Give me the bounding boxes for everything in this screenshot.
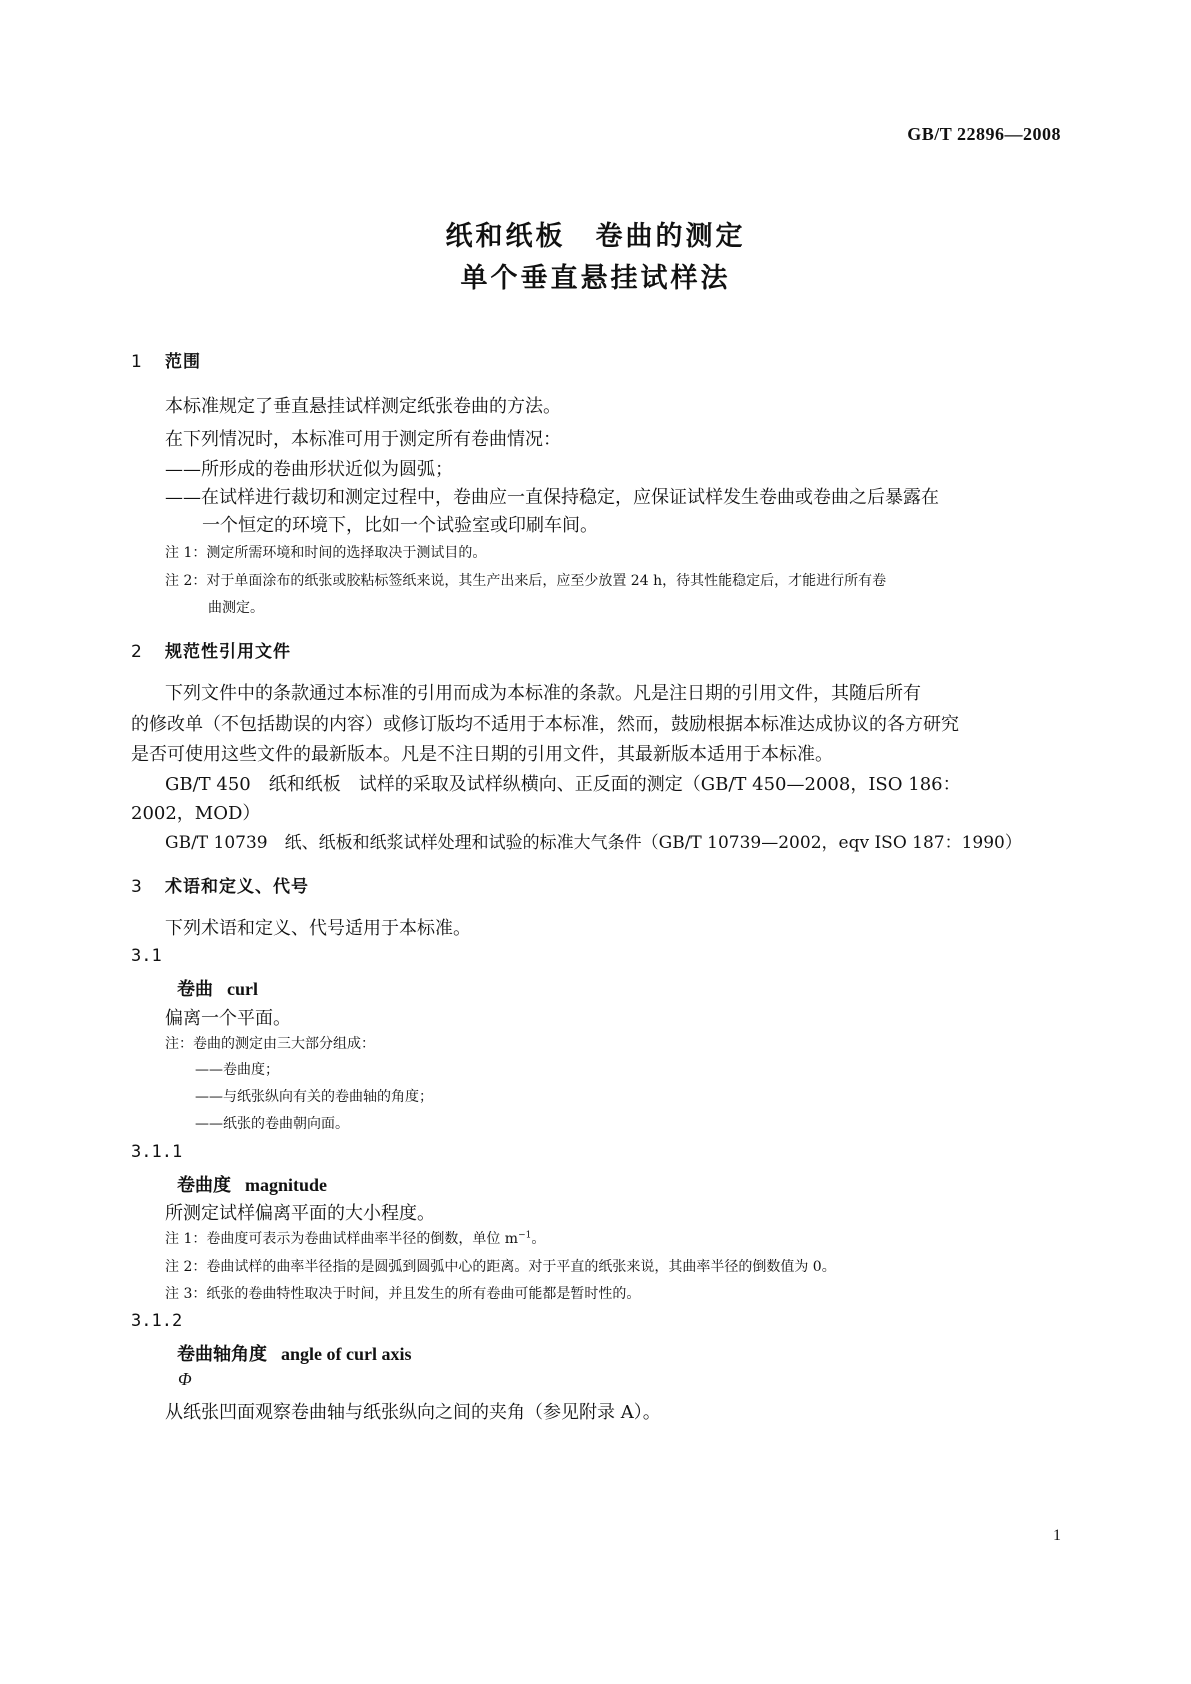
term-entry <box>177 975 258 1001</box>
title-line-1: 纸和纸板 卷曲的测定 <box>445 221 746 252</box>
section-number: 3 <box>131 877 143 897</box>
list-item: ——所形成的卷曲形状近似为圆弧； <box>165 459 453 480</box>
clause-number: 3.1 <box>131 946 162 966</box>
superscript-exponent: −1 <box>518 1230 532 1241</box>
paragraph: 在下列情况时，本标准可用于测定所有卷曲情况： <box>165 429 561 450</box>
paragraph: 下列文件中的条款通过本标准的引用而成为本标准的条款。凡是注日期的引用文件，其随后所有 <box>165 683 921 704</box>
standard-number: GB/T 22896—2008 <box>907 124 1061 144</box>
term-symbol: Φ <box>178 1369 192 1389</box>
note: 注 2：卷曲试样的曲率半径指的是圆弧到圆弧中心的距离。对于平直的纸张来说，其曲率半径的倒数值为 0。 <box>165 1259 836 1275</box>
list-item: ——在试样进行裁切和测定过程中，卷曲应一直保持稳定，应保证试样发生卷曲或卷曲之后暴露在 <box>165 487 939 508</box>
note-end: 。 <box>531 1231 546 1247</box>
clause-number: 3.1.2 <box>131 1311 183 1331</box>
section-title: 术语和定义、代号 <box>165 877 309 897</box>
list-item-continuation: 一个恒定的环境下，比如一个试验室或印刷车间。 <box>202 515 598 536</box>
term-english: curl <box>227 979 258 999</box>
section-number: 1 <box>131 352 143 372</box>
note-list-item: ——卷曲度； <box>195 1062 279 1078</box>
note-continuation: 曲测定。 <box>208 600 264 616</box>
term-english: angle of curl axis <box>281 1344 412 1364</box>
note: 注 1：测定所需环境和时间的选择取决于测试目的。 <box>165 545 487 561</box>
normative-reference: GB/T 450 纸和纸板 试样的采取及试样纵横向、正反面的测定（GB/T 450—2008，ISO 186： <box>165 774 961 795</box>
term-chinese: 卷曲 <box>177 979 213 1000</box>
clause-number: 3.1.1 <box>131 1142 183 1162</box>
note: 注 3：纸张的卷曲特性取决于时间，并且发生的所有卷曲可能都是暂时性的。 <box>165 1286 641 1302</box>
title-line-2: 单个垂直悬挂试样法 <box>460 263 731 294</box>
normative-reference: GB/T 10739 纸、纸板和纸浆试样处理和试验的标准大气条件（GB/T 10739—2002，eqv ISO 187：1990） <box>165 833 1022 853</box>
note: 注：卷曲的测定由三大部分组成： <box>165 1036 375 1052</box>
section-1-heading <box>131 347 201 372</box>
paragraph-continuation: 是否可使用这些文件的最新版本。凡是不注日期的引用文件，其最新版本适用于本标准。 <box>131 744 833 765</box>
page-number: 1 <box>1053 1527 1061 1544</box>
section-2-heading <box>131 637 291 662</box>
term-entry <box>177 1171 327 1197</box>
section-title: 范围 <box>165 352 201 372</box>
term-english: magnitude <box>245 1175 328 1195</box>
section-3-heading <box>131 872 309 897</box>
note-list-item: ——与纸张纵向有关的卷曲轴的角度； <box>195 1089 433 1105</box>
normative-reference-continuation: 2002，MOD） <box>131 803 261 824</box>
paragraph-continuation: 的修改单（不包括勘误的内容）或修订版均不适用于本标准，然而，鼓励根据本标准达成协议的各方研究 <box>131 714 959 735</box>
note-list-item: ——纸张的卷曲朝向面。 <box>195 1116 349 1132</box>
section-number: 2 <box>131 642 143 662</box>
note: 注 2：对于单面涂布的纸张或胶粘标签纸来说，其生产出来后，应至少放置 24 h，待其性能稳定后，才能进行所有卷 <box>165 573 887 589</box>
term-chinese: 卷曲轴角度 <box>177 1344 267 1365</box>
term-entry <box>177 1340 412 1366</box>
note-text: 注 1：卷曲度可表示为卷曲试样曲率半径的倒数，单位 m <box>165 1231 519 1247</box>
definition: 所测定试样偏离平面的大小程度。 <box>165 1203 435 1224</box>
definition: 从纸张凹面观察卷曲轴与纸张纵向之间的夹角（参见附录 A）。 <box>165 1402 661 1423</box>
note <box>165 1228 545 1248</box>
definition: 偏离一个平面。 <box>165 1008 291 1029</box>
section-title: 规范性引用文件 <box>165 642 291 662</box>
term-chinese: 卷曲度 <box>177 1175 231 1196</box>
paragraph: 下列术语和定义、代号适用于本标准。 <box>165 918 471 939</box>
paragraph: 本标准规定了垂直悬挂试样测定纸张卷曲的方法。 <box>165 396 561 417</box>
